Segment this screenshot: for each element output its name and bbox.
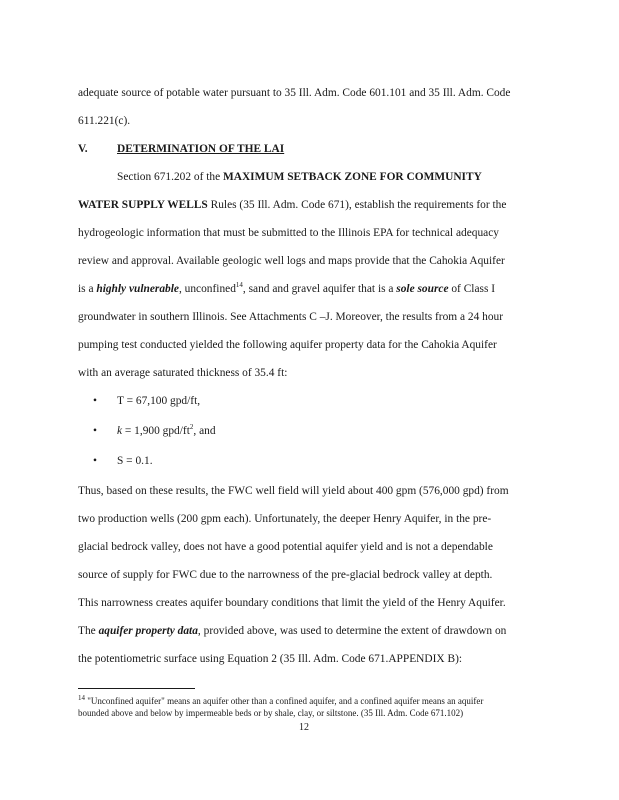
bullet-item: T = 67,100 gpd/ft, [117,395,201,407]
body-line: This narrowness creates aquifer boundary conditions that limit the yield of the Henry Aquifer. [78,597,506,609]
body-line: adequate source of potable water pursuant to 35 Ill. Adm. Code 601.101 and 35 Ill. Adm. Code [78,87,511,99]
bullet-marker: • [93,395,97,407]
body-line: glacial bedrock valley, does not have a good potential aquifer yield and is not a dependable [78,541,493,553]
text-run: of Class I [448,283,496,295]
bold-run: WATER SUPPLY WELLS [78,199,208,211]
body-line [78,624,506,638]
italic-run: k [117,425,123,437]
footnote-line: bounded above and below by impermeable beds or by shale, clay, or siltstone. (35 Ill. Adm. Code 671.102) [78,708,464,718]
text-run: , sand and gravel aquifer that is a [242,283,397,295]
text-run: Section 671.202 of the [117,171,223,183]
section-heading: DETERMINATION OF THE LAI [117,143,285,155]
emphasis-run: sole source [396,283,449,295]
body-line: with an average saturated thickness of 35.4 ft: [78,367,288,379]
bullet-marker: • [93,455,97,467]
text-run: , provided above, was used to determine the extent of drawdown on [197,625,507,637]
body-line: source of supply for FWC due to the narrowness of the pre-glacial bedrock valley at depth. [78,569,493,581]
body-line [78,198,506,212]
body-line: groundwater in southern Illinois. See Attachments C –J. Moreover, the results from a 24 hour [78,311,504,323]
text-run: Rules (35 Ill. Adm. Code 671), establish the requirements for the [207,199,507,211]
footnote-divider [78,688,195,689]
bullet-marker: • [93,425,97,437]
footnote-ref: 14 [235,281,243,290]
emphasis-run: aquifer property data [98,625,198,637]
footnote-line [78,696,483,707]
text-run: = 1,900 gpd/ft [122,425,190,437]
body-line: the potentiometric surface using Equation 2 (35 Ill. Adm. Code 671.APPENDIX B): [78,653,463,665]
bullet-item: S = 0.1. [117,455,153,467]
footnote-text: "Unconfined aquifer" means an aquifer other than a confined aquifer, and a confined aquifer means an aquifer [85,696,484,706]
text-run: , and [193,425,216,437]
footnote-number: 14 [78,694,85,702]
body-line: two production wells (200 gpm each). Unfortunately, the deeper Henry Aquifer, in the pre- [78,513,492,525]
text-run: , unconfined [178,283,236,295]
emphasis-run: highly vulnerable [96,283,179,295]
bullet-item [117,424,216,438]
body-line [78,282,495,296]
page-number: 12 [299,722,309,733]
body-line [117,170,482,184]
superscript: 2 [189,423,194,432]
section-number: V. [78,143,88,155]
body-line: review and approval. Available geologic well logs and maps provide that the Cahokia Aquifer [78,255,505,267]
bold-run: MAXIMUM SETBACK ZONE FOR COMMUNITY [222,171,482,183]
body-line: Thus, based on these results, the FWC well field will yield about 400 gpm (576,000 gpd) from [78,485,509,497]
text-run: The [78,625,99,637]
body-line: 611.221(c). [78,115,131,127]
text-run: is a [78,283,97,295]
body-line: pumping test conducted yielded the following aquifer property data for the Cahokia Aquifer [78,339,497,351]
body-line: hydrogeologic information that must be submitted to the Illinois EPA for technical adequacy [78,227,499,239]
